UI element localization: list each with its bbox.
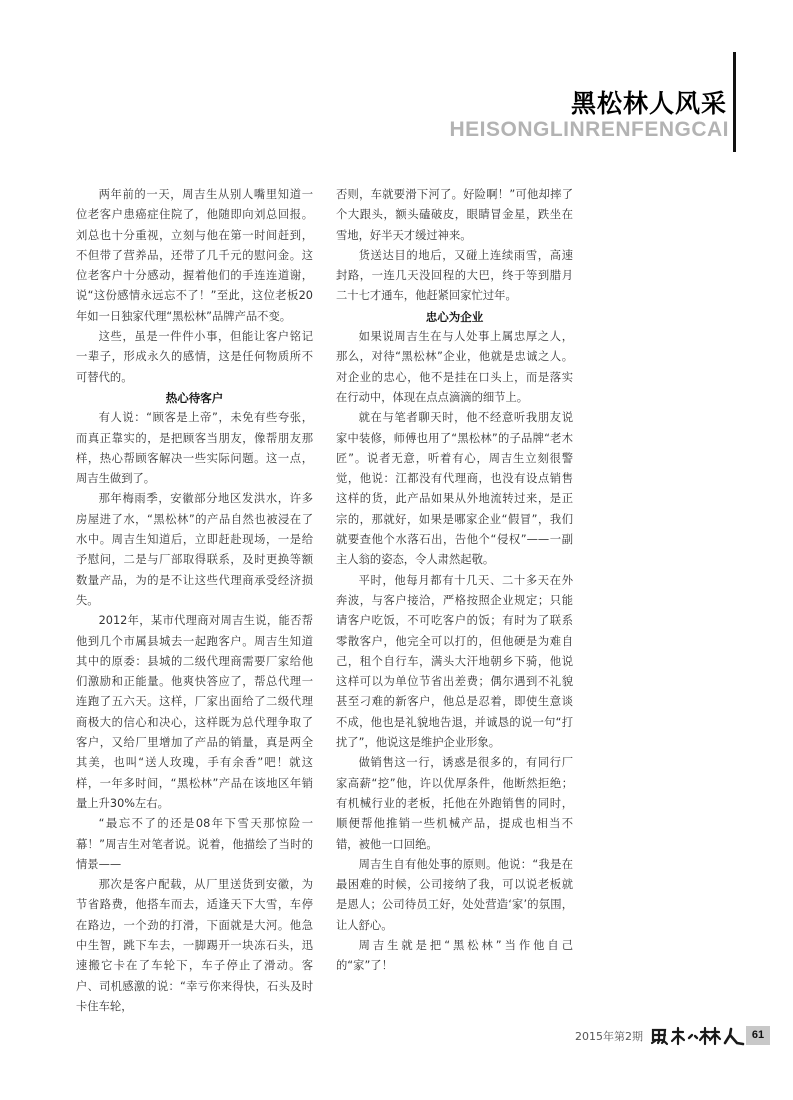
- article-column-right: [336, 185, 573, 977]
- paragraph: 否则，车就要滑下河了。好险啊！”可他却摔了个大跟头，额头磕破皮，眼睛冒金星，跌坐在雪地，好半天才缓过神来。: [336, 188, 573, 242]
- paragraph: 那次是客户配载，从厂里送货到安徽，为节省路费，他搭车而去，适逢天下大雪，车停在路边，一个劲的打滑，下面就是大河。他急中生智，跳下车去，一脚踢开一块冻石头，迅速搬它卡在了车轮下，车子停止了滑动。客户、司机感激的说：“幸亏你来得快，石头及时卡住车轮，: [76, 878, 313, 1013]
- column-title: 黑松林人风采: [570, 89, 727, 118]
- page-footer: [0, 1026, 793, 1046]
- paragraph: 平时，他每月都有十几天、二十多天在外奔波，与客户接洽，严格按照企业规定；只能请客户吃饭，不可吃客户的饭；有时为了联系零散客户，他完全可以打的，但他硬是为难自己，租个自行车，满头大汗地朝乡下骑，他说这样可以为单位节省出差费；偶尔遇到不礼貌甚至刁难的新客户，他总是忍着，即使生意谈不成，他也是礼貌地告退，并诚恳的说一句“打扰了”，他说这是维护企业形象。: [336, 573, 573, 750]
- paragraph: 货送达目的地后，又碰上连续雨雪，高速封路，一连几天没回程的大巴，终于等到腊月二十七才通车，他赶紧回家忙过年。: [336, 248, 573, 303]
- paragraph: 就在与笔者聊天时，他不经意听我朋友说家中装修，师傅也用了“黑松林”的子品牌“老木匠”。说者无意，听着有心，周吉生立刻很警觉，他说：江都没有代理商，也没有设点销售这样的货，此产品如果从外地流转过来，是正宗的，那就好，如果是哪家企业“假冒”，我们就要查他个水落石出，告他个“侵权”——一副主人翁的姿态，令人肃然起敬。: [336, 411, 573, 567]
- magazine-logo-calligraphy: [649, 1026, 745, 1046]
- section-heading: 忠心为企业: [425, 309, 484, 324]
- paragraph: 做销售这一行，诱惑是很多的，有同行厂家高薪“挖”他，许以优厚条件，他断然拒绝；有机械行业的老板，托他在外跑销售的同时，顺便帮他推销一些机械产品，提成也相当不错，被他一口回绝。: [336, 756, 573, 851]
- paragraph: 周吉生就是把“黑松林”当作他自己的“家”了！: [336, 938, 573, 973]
- paragraph: 那年梅雨季，安徽部分地区发洪水，许多房屋进了水，“黑松林”的产品自然也被浸在了水中。周吉生知道后，立即赶赴现场，一是给予慰问，二是与厂部取得联系，及时更换等额数量产品，为的是不让这些代理商承受经济损失。: [76, 492, 313, 607]
- article-column-left: [76, 185, 313, 1017]
- paragraph: 2012年，某市代理商对周吉生说，能否帮他到几个市属县城去一起跑客户。周吉生知道其中的原委：县城的二级代理商需要厂家给他们激励和正能量。他爽快答应了，帮总代理一连跑了五六天。这样，厂家出面给了二级代理商极大的信心和决心，这样既为总代理争取了客户，又给厂里增加了产品的销量，真是两全其美，也叫“送人玫瑰，手有余香”吧！就这样，一年多时间，“黑松林”产品在该地区年销量上升30%左右。: [76, 614, 313, 810]
- paragraph: 两年前的一天，周吉生从别人嘴里知道一位老客户患癌症住院了，他随即向刘总回报。刘总也十分重视，立刻与他在第一时间赶到，不但带了营养品，还带了几千元的慰问金。这位老客户十分感动，握着他们的手连连道谢，说“这份感情永远忘不了！”至此，这位老板20年如一日独家代理“黑松林”品牌产品不变。: [76, 188, 313, 323]
- page-number: 61: [746, 1026, 770, 1045]
- paragraph: 这些，虽是一件件小事，但能让客户铭记一辈子，形成永久的感情，这是任何物质所不可替代的。: [76, 330, 313, 384]
- paragraph: 周吉生自有他处事的原则。他说：“我是在最困难的时候，公司接纳了我，可以说老板就是恩人；公司待员工好，处处营造‘家’的氛围，让人舒心。: [336, 857, 573, 932]
- header-rule: [733, 52, 736, 152]
- issue-label: 2015年第2期: [575, 1030, 643, 1043]
- section-heading: 热心待客户: [165, 390, 224, 405]
- column-title-pinyin: HEISONGLINRENFENGCAI: [449, 118, 729, 141]
- paragraph: “最忘不了的还是08年下雪天那惊险一幕！”周吉生对笔者说。说着，他描绘了当时的情景——: [76, 817, 313, 871]
- paragraph: 有人说：“顾客是上帝”，未免有些夸张，而真正靠实的，是把顾客当朋友，像帮朋友那样，热心帮顾客解决一些实际问题。这一点，周吉生做到了。: [76, 411, 313, 486]
- paragraph: 如果说周吉生在与人处事上属忠厚之人，那么，对待“黑松林”企业，他就是忠诚之人。对企业的忠心，他不是挂在口头上，而是落实在行动中，体现在点点滴滴的细节上。: [336, 330, 573, 404]
